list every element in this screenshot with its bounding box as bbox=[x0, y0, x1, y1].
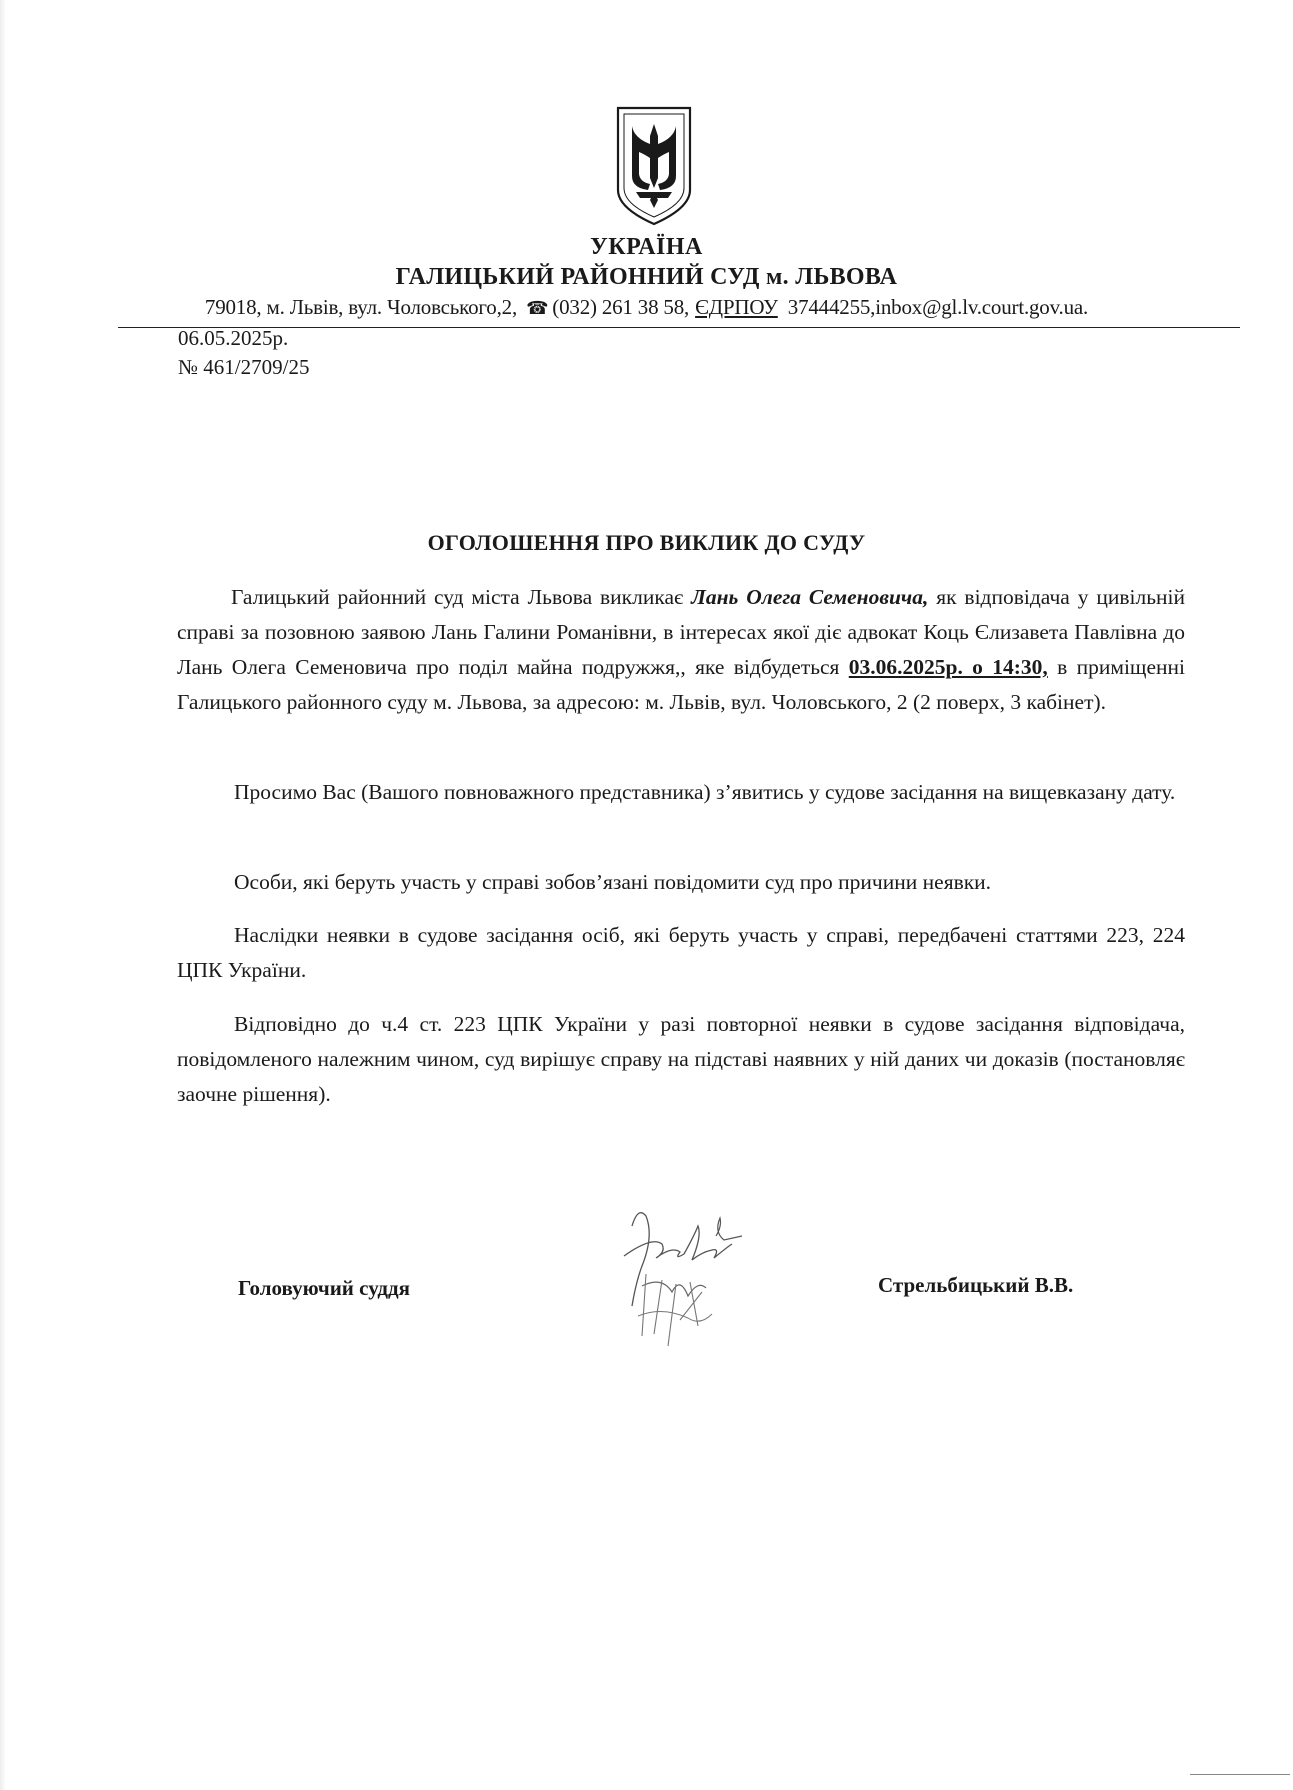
scan-corner-line bbox=[1190, 1774, 1290, 1775]
document-date: 06.05.2025р. bbox=[178, 326, 289, 350]
header-country: УКРАЇНА bbox=[590, 234, 703, 260]
document-title: ОГОЛОШЕННЯ ПРО ВИКЛИК ДО СУДУ bbox=[427, 530, 866, 555]
paragraph-default-judgment: Відповідно до ч.4 ст. 223 ЦПК України у разі повторної неявки в судове засідання відповідача, повідомленого належним чином, суд вирішує справу на підставі наявних у ній даних чи доказів (постановляє заочне рішення). bbox=[177, 1012, 1185, 1106]
paragraph-notify: Особи, які беруть участь у справі зобов’язані повідомити суд про причини неявки. bbox=[234, 870, 992, 894]
signature-role: Головуючий суддя bbox=[238, 1276, 410, 1300]
edrpou-label: ЄДРПОУ bbox=[695, 295, 778, 319]
coat-of-arms-icon bbox=[612, 104, 696, 228]
summons-text-b: як відповідача у цивільній справі за позовною заявою Лань Галини Романівни, в інтересах якої діє адвокат Коць Єлизавета Павлівна до Лань Олега Семеновича про поділ майна подружжя,, яке відбудеться bbox=[177, 585, 1185, 679]
paragraph-consequences: Наслідки неявки в судове засідання осіб, які беруть участь у справі, передбачені статтями 223, 224 ЦПК України. bbox=[177, 923, 1185, 982]
court-address: 79018, м. Львів, вул. Чоловського,2, bbox=[204, 295, 523, 319]
defendant-name: Лань Олега Семеновича, bbox=[691, 585, 929, 609]
document-number: № 461/2709/25 bbox=[178, 355, 310, 379]
judge-name: Стрельбицький В.В. bbox=[878, 1273, 1074, 1297]
court-phone: (032) 261 38 58, bbox=[552, 295, 690, 319]
telephone-icon: ☎ bbox=[526, 298, 549, 318]
paragraph-request: Просимо Вас (Вашого повноважного представника) з’явитись у судове засідання на вищевказану дату. bbox=[234, 780, 1176, 804]
edrpou-and-email: 37444255,inbox@gl.lv.court.gov.ua. bbox=[787, 295, 1089, 319]
header-contacts bbox=[0, 295, 1293, 320]
hearing-datetime: 03.06.2025р. о 14:30, bbox=[848, 655, 1048, 679]
paragraph-summons bbox=[177, 580, 1185, 720]
header-court-name: ГАЛИЦЬКИЙ РАЙОННИЙ СУД м. ЛЬВОВА bbox=[395, 264, 898, 290]
handwritten-signature bbox=[602, 1196, 782, 1356]
summons-text-c: в приміщенні Галицького районного суду м. Львова, за адресою: м. Львів, вул. Чоловського, 2 (2 поверх, 3 кабінет). bbox=[177, 655, 1186, 714]
summons-text-a: Галицький районний суд міста Львова викликає bbox=[231, 585, 692, 609]
